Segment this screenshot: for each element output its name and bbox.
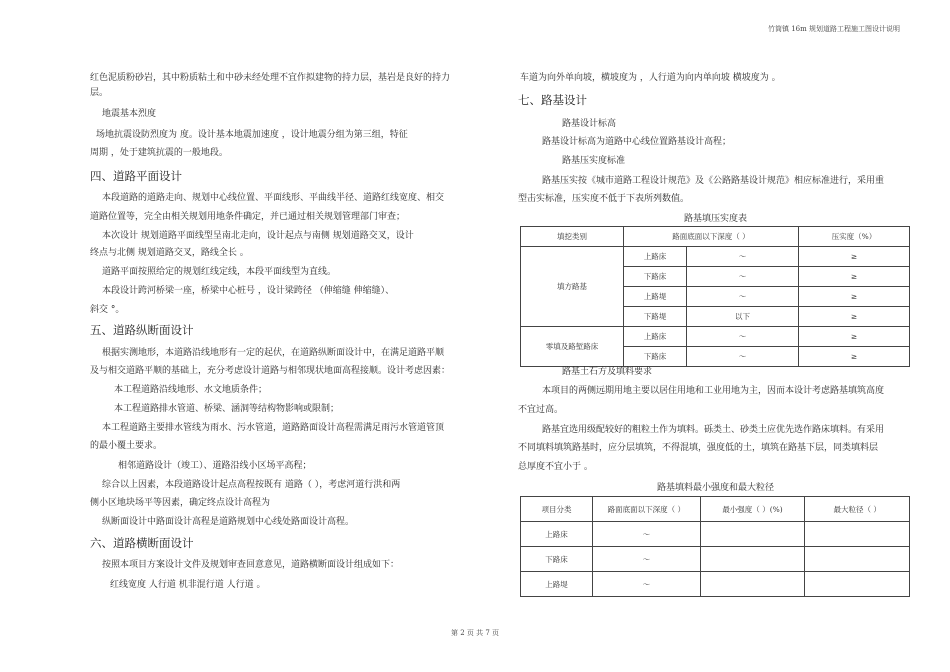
paragraph: 本工程道路沿线地形、水文地质条件； bbox=[114, 385, 268, 395]
section-heading: 五、道路纵断面设计 bbox=[90, 323, 194, 337]
compaction-table bbox=[520, 226, 910, 367]
table-cell: 下路床 bbox=[624, 267, 687, 287]
table-cell: ≥ bbox=[799, 287, 910, 307]
table-cell: 下路堤 bbox=[624, 307, 687, 327]
paragraph: 终点与北侧 规划道路交叉，路线全长 。 bbox=[90, 248, 249, 258]
paragraph: 及与相交道路平顺的基础上，充分考虑设计道路与相邻现状地面高程接顺。设计考虑因素： bbox=[90, 366, 451, 376]
paragraph: 型击实标准，压实度不低于下表所列数值。 bbox=[518, 194, 690, 204]
table-cell: ～ bbox=[593, 547, 701, 572]
table-cell: ≥ bbox=[799, 347, 910, 367]
table-row bbox=[521, 247, 910, 267]
paragraph: 按照本项目方案设计文件及规划审查回意意见，道路横断面设计组成如下： bbox=[102, 560, 400, 570]
table-row bbox=[521, 327, 910, 347]
paragraph: 道路平面按照给定的规划红线定线，本段平面线型为直线。 bbox=[102, 267, 337, 277]
table-cell: 以下 bbox=[687, 307, 799, 327]
subheading: 路基土石方及填料要求 bbox=[562, 367, 653, 377]
table-cell: ～ bbox=[687, 247, 799, 267]
paragraph: 综合以上因素，本段道路设计起点高程按既有 道路（ ），考虑河道行洪和两 bbox=[102, 480, 401, 490]
paragraph: 不同填料填筑路基时，应分层填筑，不得混填，强度低的土，填筑在路基下层，同类填料层 bbox=[518, 443, 879, 453]
table-header: 最小强度（ ）(%) bbox=[700, 497, 805, 522]
subheading: 路基压实度标准 bbox=[562, 156, 626, 166]
paragraph: 纵断面设计中路面设计高程是道路规划中心线处路面设计高程。 bbox=[102, 517, 355, 527]
section-heading: 六、道路横断面设计 bbox=[90, 536, 194, 550]
table-cell: 填方路基 bbox=[521, 247, 624, 327]
table-cell: ～ bbox=[593, 572, 701, 597]
table-cell bbox=[805, 547, 910, 572]
paragraph: 红线宽度 人行道 机非混行道 人行道 。 bbox=[110, 580, 266, 590]
table-cell: 上路床 bbox=[624, 327, 687, 347]
paragraph: 层。 bbox=[90, 88, 109, 98]
table-row bbox=[521, 572, 910, 597]
table-cell bbox=[700, 547, 805, 572]
table-cell bbox=[700, 572, 805, 597]
paragraph: 本次设计 规划道路平面线型呈南北走向，设计起点与南侧 规划道路交叉，设计 bbox=[102, 231, 414, 241]
paragraph: 本项目的两侧远期用地主要以居住用地和工业用地为主，因而本设计考虑路基填筑高度 bbox=[542, 386, 885, 396]
paragraph: 本段道路的道路走向、规划中心线位置、平面线形、平曲线半径、道路红线宽度、相交 bbox=[102, 193, 445, 203]
table-cell: ～ bbox=[687, 347, 799, 367]
page-header: 竹筒镇 16m 规划道路工程施工图设计说明 bbox=[768, 25, 900, 33]
table-cell: ≥ bbox=[799, 307, 910, 327]
paragraph: 的最小覆土要求。 bbox=[90, 441, 163, 451]
section-heading: 四、道路平面设计 bbox=[90, 169, 182, 183]
table-cell: 下路床 bbox=[521, 547, 593, 572]
paragraph: 场地抗震设防烈度为 度。设计基本地震加速度 ，设计地震分组为第三组，特征 bbox=[96, 130, 408, 140]
table-cell: ≥ bbox=[799, 327, 910, 347]
table-row bbox=[521, 522, 910, 547]
table-cell: ～ bbox=[687, 267, 799, 287]
table-header: 最大粒径（ ） bbox=[805, 497, 910, 522]
paragraph: 本工程道路排水管道、桥梁、涵洞等结构物影响或限制； bbox=[114, 404, 340, 414]
paragraph: 侧小区地块场平等因素，确定终点设计高程为 bbox=[90, 498, 271, 508]
paragraph: 车道为向外单向坡，横坡度为 ，人行道为向内单向坡 横坡度为 。 bbox=[520, 73, 781, 83]
table-cell: 下路床 bbox=[624, 347, 687, 367]
paragraph: 斜交 °。 bbox=[90, 305, 125, 315]
subheading: 路基设计标高 bbox=[562, 119, 617, 129]
table-header: 项目分类 bbox=[521, 497, 593, 522]
page-footer: 第 2 页 共 7 页 bbox=[450, 629, 500, 637]
section-heading: 七、路基设计 bbox=[518, 93, 587, 107]
table-cell: 上路床 bbox=[521, 522, 593, 547]
table-cell: 上路堤 bbox=[624, 287, 687, 307]
table-cell: 上路床 bbox=[624, 247, 687, 267]
fill-strength-table bbox=[520, 496, 910, 597]
paragraph: 本段设计跨河桥梁一座，桥梁中心桩号 ，设计梁跨径 （伸缩缝 伸缩缝）、 bbox=[102, 286, 395, 296]
paragraph: 不宜过高。 bbox=[518, 405, 564, 415]
table-cell: ≥ bbox=[799, 247, 910, 267]
table-cell bbox=[805, 522, 910, 547]
paragraph: 本工程道路主要排水管线为雨水、污水管道，道路路面设计高程需满足雨污水管道管顶 bbox=[102, 423, 445, 433]
table-header: 路面底面以下深度（ ） bbox=[624, 227, 799, 247]
paragraph: 路基压实按《城市道路工程设计规范》及《公路路基设计规范》相应标准进行，采用重 bbox=[542, 176, 885, 186]
paragraph: 总厚度不宜小于 。 bbox=[518, 462, 593, 472]
table-cell: ～ bbox=[687, 287, 799, 307]
paragraph: 根据实测地形，本道路沿线地形有一定的起伏，在道路纵断面设计中，在满足道路平顺 bbox=[102, 348, 445, 358]
table-cell: ≥ bbox=[799, 267, 910, 287]
table-cell: 零填及路堑路床 bbox=[521, 327, 624, 367]
paragraph: 路基设计标高为道路中心线位置路基设计高程； bbox=[542, 137, 732, 147]
table-cell: 上路堤 bbox=[521, 572, 593, 597]
table-header: 压实度（%） bbox=[799, 227, 910, 247]
paragraph: 相邻道路设计（竣工）、道路沿线小区场平高程； bbox=[118, 461, 312, 471]
table-cell: ～ bbox=[593, 522, 701, 547]
subheading: 地震基本烈度 bbox=[102, 109, 157, 119]
paragraph: 道路位置等，完全由相关规划用地条件确定，并已通过相关规划管理部门审查； bbox=[90, 212, 406, 222]
table-caption: 路基填料最小强度和最大粒径 bbox=[656, 483, 774, 493]
table-caption: 路基填压实度表 bbox=[683, 214, 747, 224]
table-cell bbox=[700, 522, 805, 547]
paragraph: 红色泥质粉砂岩，其中粉质粘土和中砂未经处理不宜作拟建物的持力层，基岩是良好的持力 bbox=[90, 73, 451, 83]
paragraph: 周期 ，处于建筑抗震的一般地段。 bbox=[90, 148, 228, 158]
table-header: 路面底面以下深度（ ） bbox=[593, 497, 701, 522]
table-cell: ～ bbox=[687, 327, 799, 347]
table-row bbox=[521, 547, 910, 572]
table-header: 填挖类别 bbox=[521, 227, 624, 247]
paragraph: 路基宜选用级配较好的粗粒土作为填料。砾类土、砂类土应优先选作路床填料。有采用 bbox=[542, 425, 885, 435]
table-cell bbox=[805, 572, 910, 597]
